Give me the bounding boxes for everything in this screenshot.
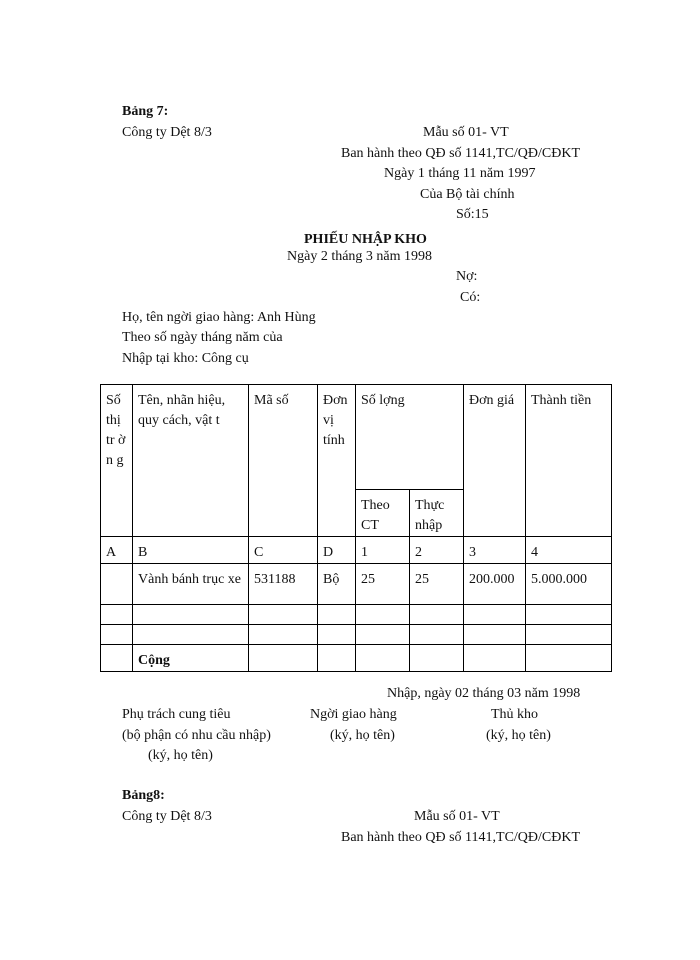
- column-letter-row: [101, 537, 612, 564]
- header-amount: Thành tiền: [526, 385, 612, 537]
- deliverer-line: Họ, tên ngời giao hàng: Anh Hùng: [122, 310, 316, 325]
- letter-cell: 4: [526, 537, 612, 564]
- letter-cell: C: [249, 537, 318, 564]
- total-label: Cộng: [133, 645, 249, 672]
- signer-purchasing-note: (ký, họ tên): [148, 748, 213, 763]
- reference-line: Theo số ngày tháng năm của: [122, 330, 283, 345]
- signer-purchasing-title: Phụ trách cung tiêu: [122, 707, 231, 722]
- cell-price: 200.000: [464, 564, 526, 605]
- cell-unit: Bộ: [318, 564, 356, 605]
- table-row-empty: [101, 605, 612, 625]
- issued-date: Ngày 1 tháng 11 năm 1997: [384, 166, 536, 181]
- letter-cell: 1: [356, 537, 410, 564]
- form-number: Mẫu số 01- VT: [423, 125, 509, 140]
- signer-deliverer-title: Ngời giao hàng: [310, 707, 397, 722]
- form-number-bang8: Mẫu số 01- VT: [414, 809, 500, 824]
- signer-purchasing-subtitle: (bộ phận có nhu cầu nhập): [122, 728, 271, 743]
- company-name-bang8: Công ty Dệt 8/3: [122, 809, 212, 824]
- document-title: PHIẾU NHẬP KHO: [304, 232, 427, 247]
- company-name: Công ty Dệt 8/3: [122, 125, 212, 140]
- table-row: [101, 564, 612, 605]
- section-title-bang8: Bảng8:: [122, 788, 165, 803]
- table-header-row: [101, 385, 612, 490]
- section-title-bang7: Bảng 7:: [122, 104, 169, 119]
- document-number: Số:15: [456, 207, 489, 222]
- cell-amount: 5.000.000: [526, 564, 612, 605]
- header-code: Mã số: [249, 385, 318, 537]
- debit-label: Nợ:: [456, 269, 478, 284]
- header-qty-actual: Thực nhập: [410, 490, 464, 537]
- header-name: Tên, nhãn hiệu, quy cách, vật t: [133, 385, 249, 537]
- cell-qty-actual: 25: [410, 564, 464, 605]
- header-quantity: Số lợng: [356, 385, 464, 490]
- letter-cell: 3: [464, 537, 526, 564]
- signer-storekeeper-note: (ký, họ tên): [486, 728, 551, 743]
- issued-by: Ban hành theo QĐ số 1141,TC/QĐ/CĐKT: [341, 146, 581, 161]
- credit-label: Có:: [460, 290, 481, 305]
- receipt-table: [100, 384, 612, 672]
- header-price: Đơn giá: [464, 385, 526, 537]
- cell-name: Vành bánh trục xe: [133, 564, 249, 605]
- letter-cell: B: [133, 537, 249, 564]
- document-date: Ngày 2 tháng 3 năm 1998: [287, 249, 433, 264]
- cell-qty-doc: 25: [356, 564, 410, 605]
- issued-by-bang8: Ban hành theo QĐ số 1141,TC/QĐ/CĐKT: [341, 830, 581, 845]
- letter-cell: A: [101, 537, 133, 564]
- ministry: Của Bộ tài chính: [420, 187, 515, 202]
- warehouse-line: Nhập tại kho: Công cụ: [122, 351, 249, 366]
- header-unit: Đơn vị tính: [318, 385, 356, 537]
- letter-cell: D: [318, 537, 356, 564]
- letter-cell: 2: [410, 537, 464, 564]
- signature-date: Nhập, ngày 02 tháng 03 năm 1998: [387, 686, 581, 701]
- signer-deliverer-note: (ký, họ tên): [330, 728, 395, 743]
- cell-code: 531188: [249, 564, 318, 605]
- cell-stt: [101, 564, 133, 605]
- total-row: [101, 645, 612, 672]
- header-qty-doc: Theo CT: [356, 490, 410, 537]
- header-stt: Số thị tr ờn g: [101, 385, 133, 537]
- signer-storekeeper-title: Thủ kho: [491, 707, 539, 722]
- table-row-empty: [101, 625, 612, 645]
